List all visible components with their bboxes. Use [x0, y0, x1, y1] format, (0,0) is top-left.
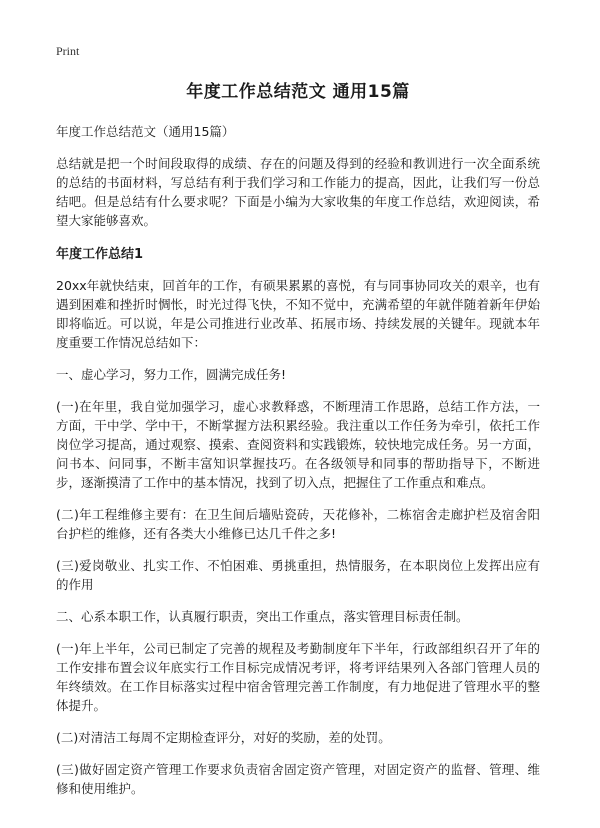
- body-paragraph: 一、虚心学习，努力工作，圆满完成任务!: [56, 367, 287, 382]
- body-paragraph: (一)在年里，我自觉加强学习，虚心求教释惑，不断理清工作思路，总结工作方法，一方面，干中学、学中干，不断掌握方法积累经验。我注重以工作任务为牵引，依托工作岗位学习提高，通过观察、摸索、查阅资料和实践锻炼，较快地完成任务。另一方面，问书本、问同事，不断丰富知识掌握技巧。在各级领导和同事的帮助指导下，不断进步，逐渐摸清了工作中的基本情况，找到了切入点，把握住了工作重点和难点。: [56, 399, 540, 490]
- body-paragraph: 20xx年就快结束，回首年的工作，有硕果累累的喜悦，有与同事协同攻关的艰辛，也有遇到困难和挫折时惆怅，时光过得飞快，不知不觉中，充满希望的年就伴随着新年伊始即将临近。可以说，年是公司推进行业改革、拓展市场、持续发展的关键年。现就本年度重要工作情况总结如下：: [56, 278, 540, 350]
- body-paragraph: 二、心系本职工作，认真履行职责，突出工作重点，落实管理目标责任制。: [56, 609, 469, 624]
- document-subtitle: 年度工作总结范文（通用15篇）: [56, 124, 235, 139]
- body-paragraph: (三)爱岗敬业、扎实工作、不怕困难、勇挑重担，热情服务，在本职岗位上发挥出应有的作用: [56, 558, 540, 592]
- body-paragraph: (一)年上半年，公司已制定了完善的规程及考勤制度年下半年，行政部组织召开了年的工作安排布置会议年底实行工作目标完成情况考评，将考评结果列入各部门管理人员的年终绩效。在工作目标落实过程中宿舍管理完善工作制度，有力地促进了管理水平的整体提升。: [56, 641, 540, 713]
- page-title: 年度工作总结范文 通用15篇: [186, 82, 410, 102]
- print-label: Print: [56, 44, 80, 58]
- body-paragraph: (三)做好固定资产管理工作要求负责宿舍固定资产管理，对固定资产的监督、管理、维修和使用维护。: [56, 762, 540, 796]
- body-paragraph: (二)年工程维修主要有：在卫生间后墙贴瓷砖，天花修补，二栋宿舍走廊护栏及宿舍阳台护栏的维修，还有各类大小维修已达几千件之多!: [56, 507, 540, 541]
- section-heading: 年度工作总结1: [56, 247, 144, 262]
- intro-paragraph: 总结就是把一个时间段取得的成绩、存在的问题及得到的经验和教训进行一次全面系统的总结的书面材料，写总结有利于我们学习和工作能力的提高，因此，让我们写一份总结吧。但是总结有什么要求呢？下面是小编为大家收集的年度工作总结，欢迎阅读，希望大家能够喜欢。: [56, 156, 540, 228]
- body-paragraph: (二)对清洁工每周不定期检查评分，对好的奖励，差的处罚。: [56, 730, 391, 745]
